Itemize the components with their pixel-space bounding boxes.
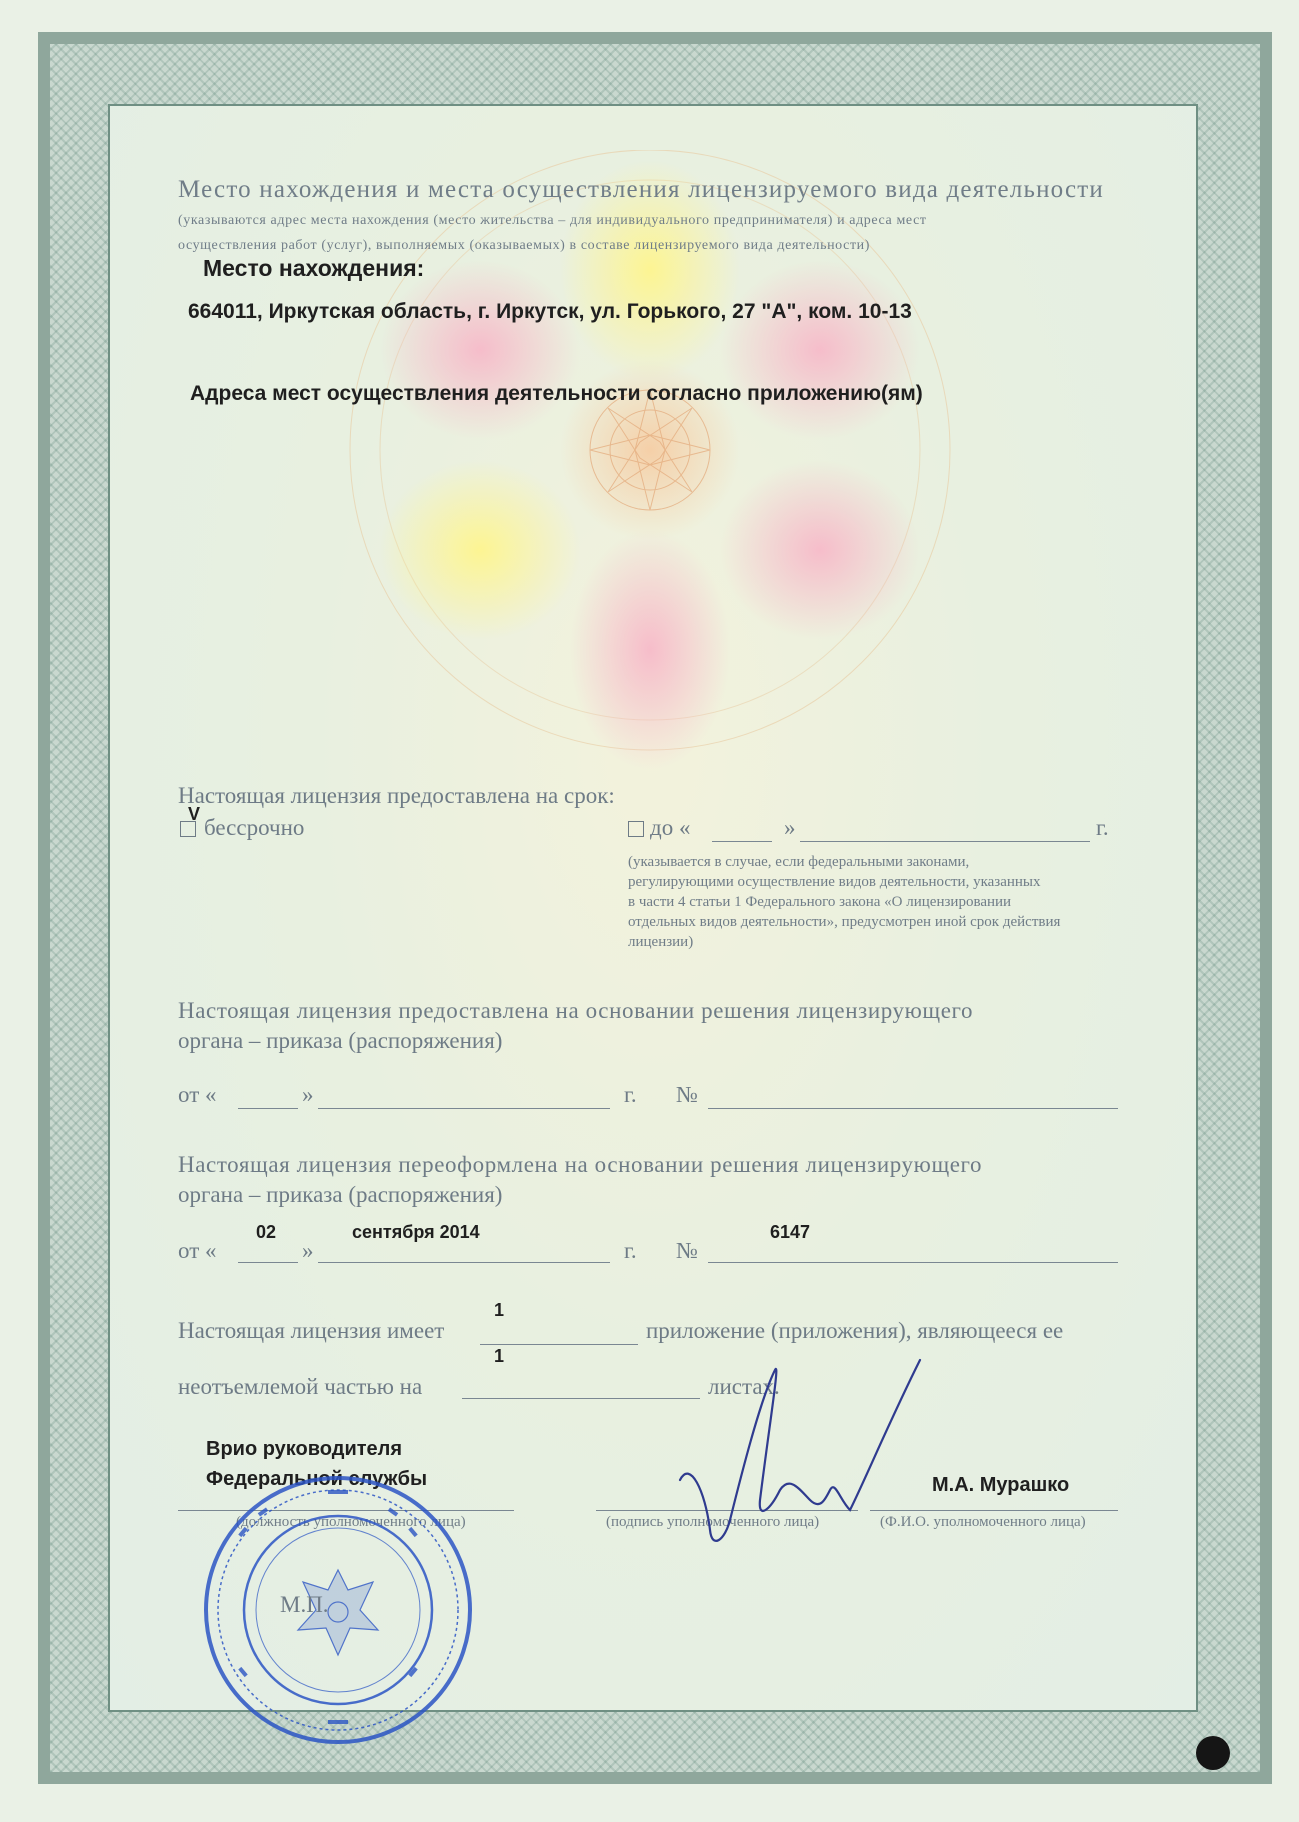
check-mark: V (188, 804, 201, 824)
reissue-day-line (238, 1262, 298, 1263)
decision-date-line (318, 1108, 610, 1109)
decision-from-label: от « (178, 1082, 217, 1107)
indefinite-checkbox (180, 821, 196, 837)
until-year-suffix: г. (1096, 815, 1109, 840)
caption-name: (Ф.И.О. уполномоченного лица) (880, 1514, 1086, 1530)
reissue-day: 02 (256, 1222, 277, 1242)
term-heading: Настоящая лицензия предоставлена на срок: (178, 783, 615, 808)
signer-name: М.А. Мурашко (932, 1474, 1070, 1496)
reissue-number: 6147 (770, 1222, 811, 1242)
reissue-from-label: от « (178, 1238, 217, 1263)
location-heading: Место нахождения и места осуществления лицензируемого вида деятельности (178, 176, 1104, 203)
decision-day-line (238, 1108, 298, 1109)
sheets-count: 1 (494, 1346, 505, 1366)
until-day-line (712, 841, 772, 842)
term-note-line2: регулирующими осуществление видов деятельности, указанных (628, 874, 1041, 890)
until-date-line (800, 841, 1090, 842)
address-value: 664011, Иркутская область, г. Иркутск, ул. Горького, 27 "А", ком. 10-13 (188, 300, 912, 323)
official-seal-stamp (198, 1470, 478, 1750)
location-label: Место нахождения: (203, 255, 425, 281)
until-close-quote: » (784, 815, 796, 840)
attachments-line1-start: Настоящая лицензия имеет (178, 1318, 445, 1343)
until-checkbox (628, 821, 644, 837)
caption-position: (должность уполномоченного лица) (236, 1514, 466, 1530)
reissue-line1: Настоящая лицензия переоформлена на основании решения лицензирующего (178, 1152, 983, 1177)
reissue-number-line (708, 1262, 1118, 1263)
attachments-line2-end: листах. (708, 1374, 780, 1399)
location-note-line2: осуществления работ (услуг), выполняемых (оказываемых) в составе лицензируемого вида деятельности) (178, 238, 871, 253)
signer-position-line1: Врио руководителя (206, 1438, 403, 1460)
attachments-line1-end: приложение (приложения), являющееся ее (646, 1318, 1064, 1343)
decision-year-suffix: г. (624, 1082, 637, 1107)
punch-hole (1196, 1736, 1230, 1770)
attachments-count-line (480, 1344, 638, 1345)
decision-number-label: № (676, 1082, 698, 1107)
term-note-line5: лицензии) (628, 934, 694, 950)
decision-line1: Настоящая лицензия предоставлена на основании решения лицензирующего (178, 998, 974, 1023)
reissue-line2: органа – приказа (распоряжения) (178, 1182, 503, 1207)
term-note-line3: в части 4 статьи 1 Федерального закона «О лицензировании (628, 894, 1012, 910)
signer-position-line2: Федеральной службы (206, 1468, 428, 1490)
caption-signature: (подпись уполномоченного лица) (606, 1514, 820, 1530)
decision-line2: органа – приказа (распоряжения) (178, 1028, 503, 1053)
term-note-line4: отдельных видов деятельности», предусмотрен иной срок действия (628, 914, 1061, 930)
attachments-line2-start: неотъемлемой частью на (178, 1374, 423, 1399)
term-note-line1: (указывается в случае, если федеральными законами, (628, 854, 970, 870)
reissue-date-line (318, 1262, 610, 1263)
until-label: до « (650, 815, 691, 840)
reissue-month-year: сентября 2014 (352, 1222, 480, 1242)
decision-number-line (708, 1108, 1118, 1109)
indefinite-label: бессрочно (204, 815, 305, 840)
location-note-line1: (указываются адрес места нахождения (место жительства – для индивидуального предпринимателя) и адреса мест (178, 213, 927, 228)
reissue-close-quote: » (302, 1238, 314, 1263)
handwritten-signature (650, 1340, 930, 1570)
reissue-number-label: № (676, 1238, 698, 1263)
reissue-year-suffix: г. (624, 1238, 637, 1263)
decision-close-quote: » (302, 1082, 314, 1107)
rosette-watermark (330, 150, 970, 850)
activity-addresses-note: Адреса мест осуществления деятельности согласно приложению(ям) (190, 382, 923, 405)
seal-place-label: М.П. (280, 1592, 329, 1617)
attachments-count: 1 (494, 1300, 505, 1320)
